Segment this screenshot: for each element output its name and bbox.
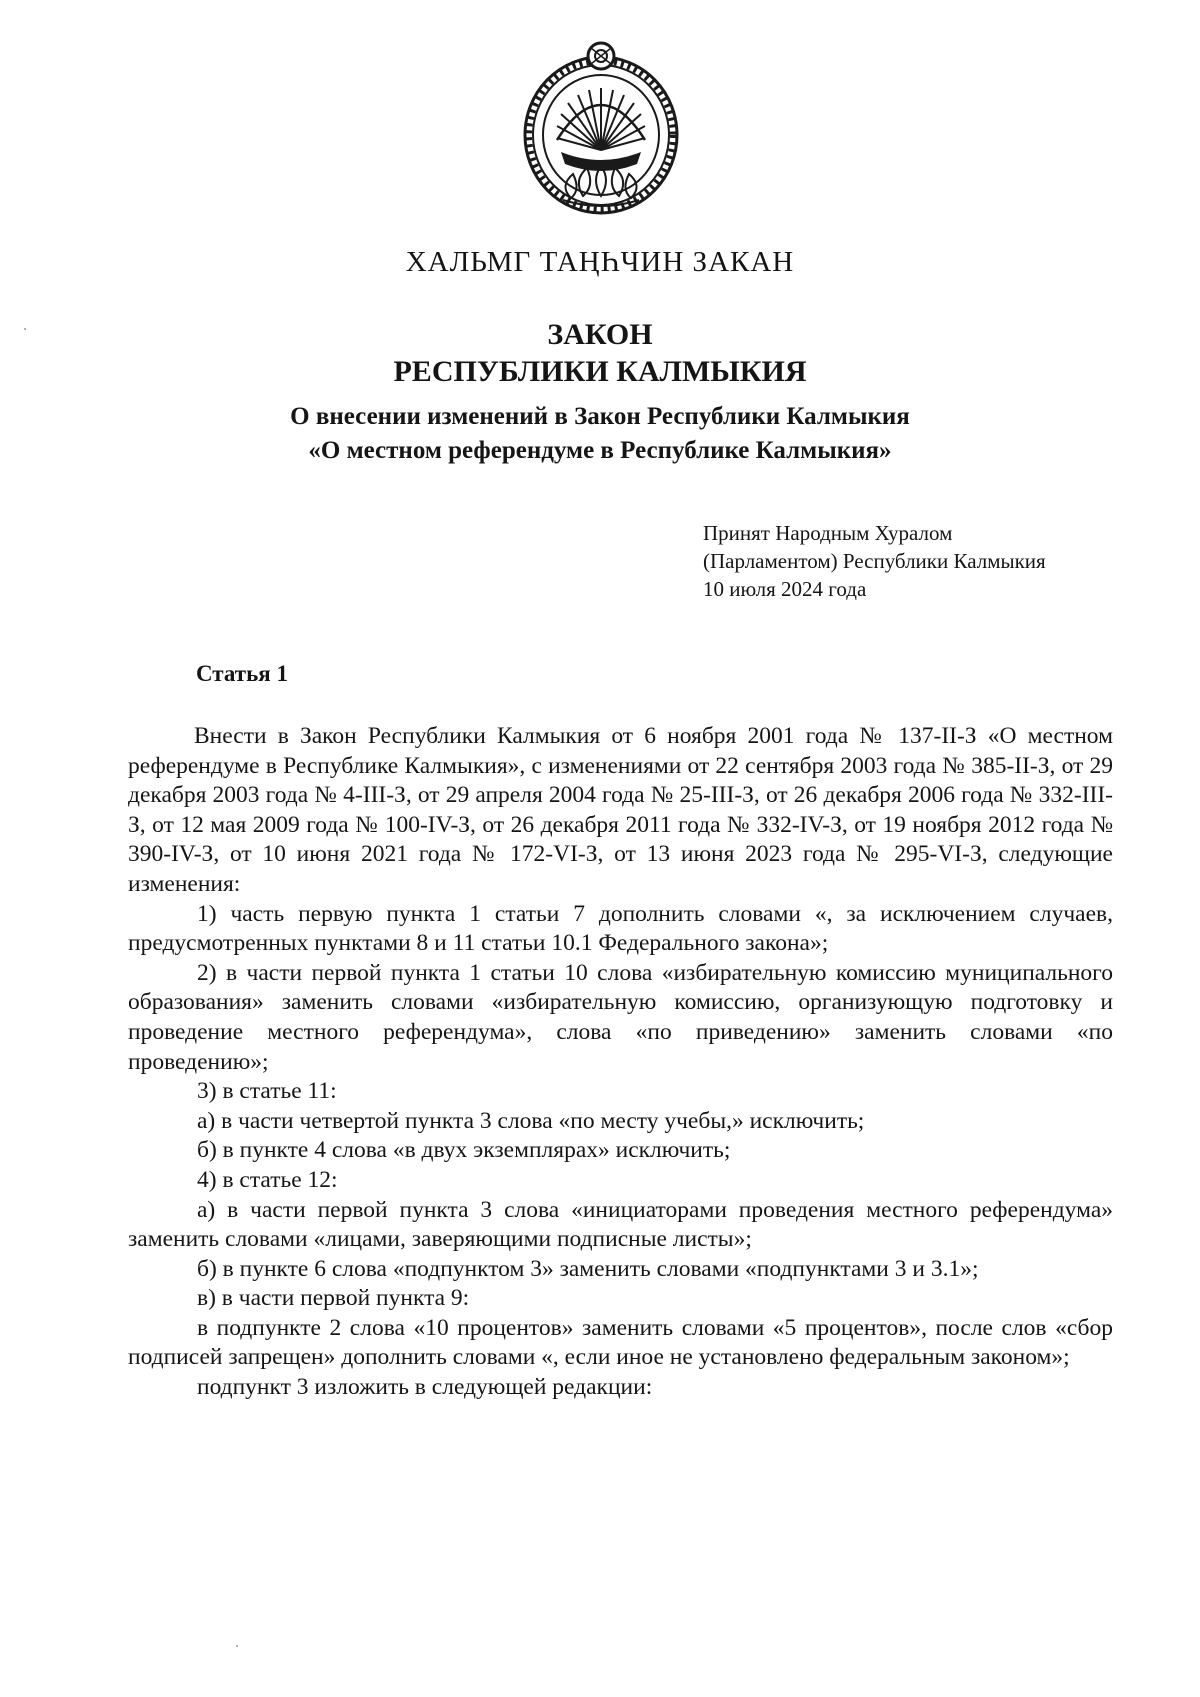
law-subtitle-line1: О внесении изменений в Закон Республики Калмыкия: [290, 403, 910, 430]
article-heading: Статья 1: [196, 661, 288, 686]
scan-speck: [236, 1645, 238, 1647]
article-paragraph: 3) в статье 11:: [197, 1078, 337, 1105]
article-paragraph: б) в пункте 6 слова «подпунктом 3» заменить словами «подпунктами 3 и 3.1»;: [197, 1255, 979, 1282]
adoption-note-line2: (Парламентом) Республики Калмыкия: [703, 549, 1046, 573]
article-paragraph: б) в пункте 4 слова «в двух экземплярах» исключить;: [197, 1137, 731, 1164]
article-paragraph: а) в части четвертой пункта 3 слова «по месту учебы,» исключить;: [197, 1107, 865, 1134]
adoption-date: 10 июля 2024 года: [703, 577, 867, 601]
adoption-note-line1: Принят Народным Хуралом: [703, 521, 953, 545]
kalmykia-coat-of-arms-icon: [521, 40, 681, 218]
article-paragraph: 2) в части первой пункта 1 статьи 10 слова «избирательную комиссию муниципального образования» заменить словами «избирательную комиссию, организующую подготовку и проведение местного референдума», слова «по приведению» заменить словами «по проведению»;: [128, 959, 1113, 1075]
article-paragraph: Внести в Закон Республики Калмыкия от 6 ноября 2001 года № 137-II-З «О местном референдуме в Республике Калмыкия», с изменениями от 22 сентября 2003 года № 385-II-З, от 29 декабря 2003 года № 4-III-З, от 29 апреля 2004 года № 25-III-З, от 26 декабря 2006 года № 332-III-З, от 12 мая 2009 года № 100-IV-З, от 26 декабря 2011 года № 332-IV-З, от 19 ноября 2012 года № 390-IV-З, от 10 июня 2021 года № 172-VI-З, от 13 июня 2023 года № 295-VI-З, следующие изменения:: [128, 723, 1113, 897]
law-title-republic: РЕСПУБЛИКИ КАЛМЫКИЯ: [393, 355, 807, 388]
law-subtitle-line2: «О местном референдуме в Республике Калмыкия»: [308, 437, 892, 464]
article-paragraph: 1) часть первую пункта 1 статьи 7 дополнить словами «, за исключением случаев, предусмотренных пунктами 8 и 11 статьи 10.1 Федерального закона»;: [128, 900, 1113, 957]
law-title: ЗАКОН: [547, 318, 653, 351]
article-body: [128, 722, 1113, 1403]
adoption-note: [703, 519, 1046, 603]
article-paragraph: в подпункте 2 слова «10 процентов» заменить словами «5 процентов», после слов «сбор подписей запрещен» дополнить словами «, если иное не установлено федеральным законом»;: [128, 1314, 1113, 1371]
scan-speck: [24, 328, 26, 330]
article-paragraph: подпункт 3 изложить в следующей редакции:: [197, 1374, 653, 1401]
article-paragraph: а) в части первой пункта 3 слова «инициаторами проведения местного референдума» заменить словами «лицами, заверяющими подписные листы»;: [128, 1196, 1113, 1253]
kalmyk-title: ХАЛЬМГ ТАҢҺЧИН ЗАКАН: [405, 246, 795, 278]
article-paragraph: в) в части первой пункта 9:: [197, 1285, 470, 1312]
article-paragraph: 4) в статье 12:: [197, 1166, 338, 1193]
